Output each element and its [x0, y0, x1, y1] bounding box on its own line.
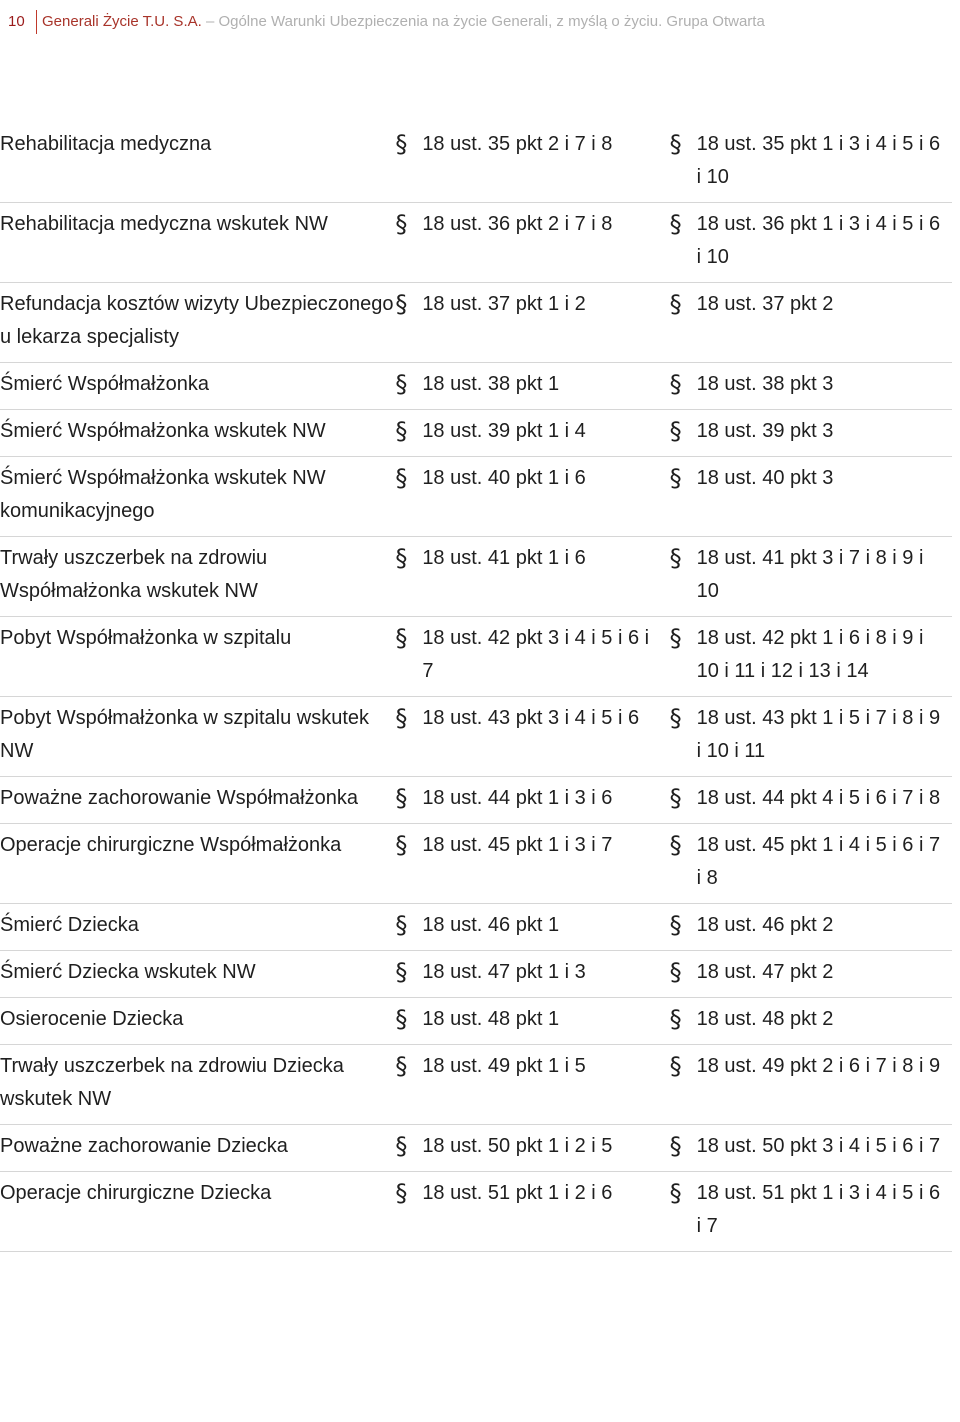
table-row	[0, 904, 952, 951]
reference-cell-exclusions	[670, 283, 952, 363]
header-text	[42, 8, 765, 36]
paragraph-reference	[395, 1177, 669, 1210]
section-sign-icon: §	[395, 210, 408, 238]
reference-text: 18 ust. 51 pkt 1 i 2 i 6	[422, 1182, 613, 1204]
reference-cell-exclusions	[670, 203, 952, 283]
reference-cell-exclusions	[670, 904, 952, 951]
paragraph-reference	[670, 288, 952, 321]
paragraph-reference	[395, 128, 669, 161]
reference-cell-scope	[395, 283, 669, 363]
reference-cell-exclusions	[670, 998, 952, 1045]
reference-text: 18 ust. 46 pkt 2	[696, 914, 834, 936]
section-sign-icon: §	[395, 1052, 408, 1080]
paragraph-reference	[670, 1177, 952, 1243]
reference-text: 18 ust. 45 pkt 1 i 3 i 7	[422, 834, 613, 856]
paragraph-reference	[395, 1050, 669, 1083]
section-sign-icon: §	[395, 464, 408, 492]
reference-cell-scope	[395, 537, 669, 617]
paragraph-reference	[670, 1003, 952, 1036]
reference-cell-exclusions	[670, 777, 952, 824]
reference-text: 18 ust. 42 pkt 3 i 4 i 5 i 6 i 7	[422, 627, 650, 682]
paragraph-reference	[670, 368, 952, 401]
section-sign-icon: §	[669, 831, 682, 859]
paragraph-reference	[395, 909, 669, 942]
reference-text: 18 ust. 49 pkt 1 i 5	[422, 1055, 586, 1077]
section-sign-icon: §	[669, 1179, 682, 1207]
table-row	[0, 617, 952, 697]
section-sign-icon: §	[669, 1005, 682, 1033]
section-sign-icon: §	[669, 624, 682, 652]
reference-cell-scope	[395, 363, 669, 410]
reference-text: 18 ust. 47 pkt 1 i 3	[422, 961, 586, 983]
paragraph-reference	[670, 415, 952, 448]
paragraph-reference	[670, 208, 952, 274]
reference-cell-exclusions	[670, 617, 952, 697]
table-row	[0, 123, 952, 203]
reference-cell-scope	[395, 1172, 669, 1252]
reference-text: 18 ust. 40 pkt 1 i 6	[422, 467, 586, 489]
benefit-name: Osierocenie Dziecka	[0, 998, 395, 1045]
section-sign-icon: §	[395, 544, 408, 572]
paragraph-reference	[670, 1130, 952, 1163]
reference-cell-scope	[395, 697, 669, 777]
reference-text: 18 ust. 35 pkt 1 i 3 i 4 i 5 i 6 i 10	[696, 133, 941, 188]
reference-cell-exclusions	[670, 1125, 952, 1172]
reference-text: 18 ust. 35 pkt 2 i 7 i 8	[422, 133, 613, 155]
reference-text: 18 ust. 38 pkt 3	[696, 373, 834, 395]
benefit-name: Rehabilitacja medyczna wskutek NW	[0, 203, 395, 283]
reference-text: 18 ust. 36 pkt 1 i 3 i 4 i 5 i 6 i 10	[696, 213, 941, 268]
section-sign-icon: §	[669, 544, 682, 572]
paragraph-reference	[670, 128, 952, 194]
reference-text: 18 ust. 42 pkt 1 i 6 i 8 i 9 i 10 i 11 i 12 i 13 i 14	[696, 627, 924, 682]
reference-text: 18 ust. 39 pkt 1 i 4	[422, 420, 586, 442]
reference-cell-exclusions	[670, 1045, 952, 1125]
paragraph-reference	[670, 909, 952, 942]
section-sign-icon: §	[669, 290, 682, 318]
reference-text: 18 ust. 41 pkt 3 i 7 i 8 i 9 i 10	[696, 547, 924, 602]
benefit-name: Śmierć Współmałżonka wskutek NW	[0, 410, 395, 457]
section-sign-icon: §	[395, 831, 408, 859]
reference-text: 18 ust. 47 pkt 2	[696, 961, 834, 983]
reference-text: 18 ust. 51 pkt 1 i 3 i 4 i 5 i 6 i 7	[696, 1182, 941, 1237]
reference-cell-exclusions	[670, 123, 952, 203]
table-row	[0, 998, 952, 1045]
reference-cell-exclusions	[670, 537, 952, 617]
table-row	[0, 363, 952, 410]
reference-cell-scope	[395, 951, 669, 998]
reference-cell-exclusions	[670, 697, 952, 777]
paragraph-reference	[395, 208, 669, 241]
table-row	[0, 1172, 952, 1252]
page-number: 10	[8, 13, 25, 30]
benefit-name: Pobyt Współmałżonka w szpitalu wskutek NW	[0, 697, 395, 777]
table-row	[0, 203, 952, 283]
paragraph-reference	[395, 956, 669, 989]
benefit-name: Trwały uszczerbek na zdrowiu Dziecka wskutek NW	[0, 1045, 395, 1125]
reference-cell-exclusions	[670, 824, 952, 904]
benefit-name: Operacje chirurgiczne Współmałżonka	[0, 824, 395, 904]
section-sign-icon: §	[669, 1132, 682, 1160]
paragraph-reference	[395, 1130, 669, 1163]
paragraph-reference	[670, 956, 952, 989]
reference-text: 18 ust. 48 pkt 2	[696, 1008, 834, 1030]
paragraph-reference	[670, 1050, 952, 1083]
section-sign-icon: §	[669, 417, 682, 445]
benefit-name: Trwały uszczerbek na zdrowiu Współmałżonka wskutek NW	[0, 537, 395, 617]
benefit-name: Poważne zachorowanie Dziecka	[0, 1125, 395, 1172]
section-sign-icon: §	[395, 784, 408, 812]
paragraph-reference	[670, 829, 952, 895]
paragraph-reference	[395, 622, 669, 688]
paragraph-reference	[395, 542, 669, 575]
reference-text: 18 ust. 40 pkt 3	[696, 467, 834, 489]
reference-text: 18 ust. 50 pkt 1 i 2 i 5	[422, 1135, 613, 1157]
paragraph-reference	[670, 702, 952, 768]
reference-text: 18 ust. 50 pkt 3 i 4 i 5 i 6 i 7	[696, 1135, 941, 1157]
rules-table	[0, 123, 952, 1252]
paragraph-reference	[670, 462, 952, 495]
table-row	[0, 457, 952, 537]
benefit-name: Śmierć Dziecka wskutek NW	[0, 951, 395, 998]
paragraph-reference	[670, 782, 952, 815]
table-row	[0, 283, 952, 363]
section-sign-icon: §	[669, 130, 682, 158]
section-sign-icon: §	[395, 417, 408, 445]
reference-text: 18 ust. 39 pkt 3	[696, 420, 834, 442]
reference-text: 18 ust. 37 pkt 2	[696, 293, 834, 315]
reference-text: 18 ust. 37 pkt 1 i 2	[422, 293, 586, 315]
benefit-name: Śmierć Współmałżonka	[0, 363, 395, 410]
table-row	[0, 1125, 952, 1172]
paragraph-reference	[395, 1003, 669, 1036]
paragraph-reference	[395, 415, 669, 448]
section-sign-icon: §	[395, 911, 408, 939]
reference-cell-exclusions	[670, 363, 952, 410]
document-title: – Ogólne Warunki Ubezpieczenia na życie Generali, z myślą o życiu. Grupa Otwarta	[201, 13, 765, 30]
section-sign-icon: §	[669, 704, 682, 732]
section-sign-icon: §	[395, 290, 408, 318]
reference-cell-scope	[395, 457, 669, 537]
table-row	[0, 824, 952, 904]
paragraph-reference	[395, 462, 669, 495]
reference-cell-scope	[395, 1125, 669, 1172]
section-sign-icon: §	[395, 1005, 408, 1033]
reference-text: 18 ust. 49 pkt 2 i 6 i 7 i 8 i 9	[696, 1055, 941, 1077]
benefit-name: Pobyt Współmałżonka w szpitalu	[0, 617, 395, 697]
table-row	[0, 537, 952, 617]
reference-cell-scope	[395, 123, 669, 203]
paragraph-reference	[670, 622, 952, 688]
brand-name: Generali Życie T.U. S.A.	[42, 13, 202, 30]
page-header	[0, 8, 960, 36]
benefit-name: Śmierć Współmałżonka wskutek NW komunikacyjnego	[0, 457, 395, 537]
reference-cell-exclusions	[670, 410, 952, 457]
reference-text: 18 ust. 44 pkt 4 i 5 i 6 i 7 i 8	[696, 787, 941, 809]
reference-cell-exclusions	[670, 1172, 952, 1252]
header-divider	[36, 10, 37, 34]
benefit-name: Refundacja kosztów wizyty Ubezpieczonego u lekarza specjalisty	[0, 283, 395, 363]
reference-cell-scope	[395, 824, 669, 904]
reference-cell-scope	[395, 904, 669, 951]
reference-cell-scope	[395, 777, 669, 824]
section-sign-icon: §	[669, 1052, 682, 1080]
reference-text: 18 ust. 43 pkt 3 i 4 i 5 i 6	[422, 707, 640, 729]
reference-cell-scope	[395, 410, 669, 457]
section-sign-icon: §	[669, 464, 682, 492]
section-sign-icon: §	[395, 370, 408, 398]
benefit-name: Śmierć Dziecka	[0, 904, 395, 951]
reference-text: 18 ust. 44 pkt 1 i 3 i 6	[422, 787, 613, 809]
paragraph-reference	[395, 368, 669, 401]
reference-cell-exclusions	[670, 951, 952, 998]
paragraph-reference	[395, 829, 669, 862]
section-sign-icon: §	[395, 624, 408, 652]
table-row	[0, 777, 952, 824]
section-sign-icon: §	[669, 210, 682, 238]
reference-text: 18 ust. 41 pkt 1 i 6	[422, 547, 586, 569]
paragraph-reference	[395, 288, 669, 321]
rules-table-body	[0, 123, 952, 1252]
table-row	[0, 697, 952, 777]
table-row	[0, 410, 952, 457]
benefit-name: Rehabilitacja medyczna	[0, 123, 395, 203]
section-sign-icon: §	[395, 130, 408, 158]
paragraph-reference	[670, 542, 952, 608]
reference-text: 18 ust. 38 pkt 1	[422, 373, 560, 395]
reference-text: 18 ust. 45 pkt 1 i 4 i 5 i 6 i 7 i 8	[696, 834, 941, 889]
section-sign-icon: §	[395, 1132, 408, 1160]
reference-text: 18 ust. 43 pkt 1 i 5 i 7 i 8 i 9 i 10 i 11	[696, 707, 941, 762]
reference-text: 18 ust. 48 pkt 1	[422, 1008, 560, 1030]
section-sign-icon: §	[669, 911, 682, 939]
benefit-name: Operacje chirurgiczne Dziecka	[0, 1172, 395, 1252]
section-sign-icon: §	[395, 958, 408, 986]
reference-cell-exclusions	[670, 457, 952, 537]
table-row	[0, 951, 952, 998]
reference-cell-scope	[395, 617, 669, 697]
paragraph-reference	[395, 782, 669, 815]
section-sign-icon: §	[395, 704, 408, 732]
benefit-name: Poważne zachorowanie Współmałżonka	[0, 777, 395, 824]
reference-text: 18 ust. 46 pkt 1	[422, 914, 560, 936]
section-sign-icon: §	[669, 958, 682, 986]
paragraph-reference	[395, 702, 669, 735]
table-row	[0, 1045, 952, 1125]
section-sign-icon: §	[395, 1179, 408, 1207]
section-sign-icon: §	[669, 784, 682, 812]
reference-cell-scope	[395, 203, 669, 283]
section-sign-icon: §	[669, 370, 682, 398]
reference-cell-scope	[395, 1045, 669, 1125]
reference-cell-scope	[395, 998, 669, 1045]
reference-text: 18 ust. 36 pkt 2 i 7 i 8	[422, 213, 613, 235]
